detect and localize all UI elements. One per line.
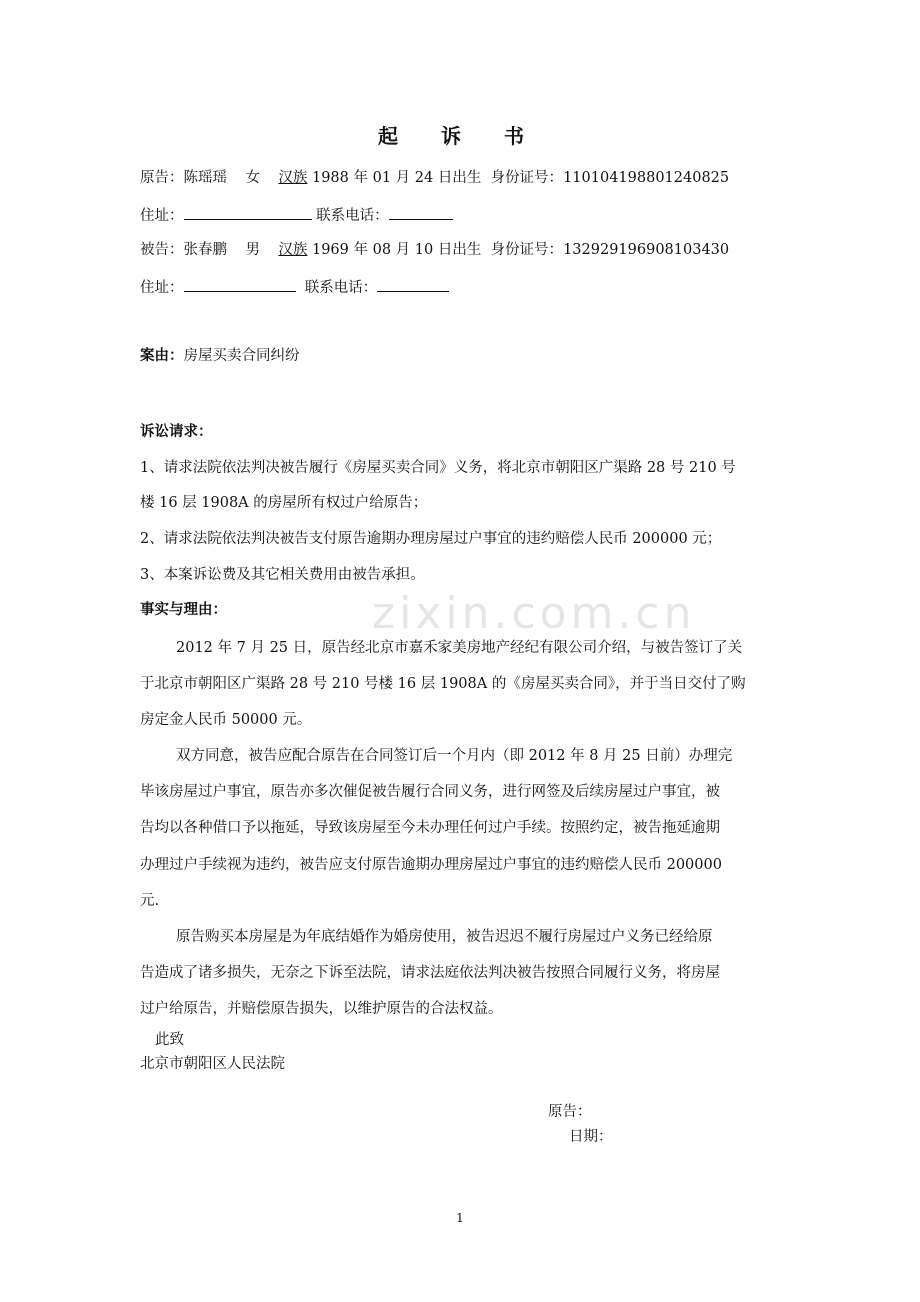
defendant-id-number: 132929196908103430 bbox=[563, 242, 730, 258]
defendant-address-blank bbox=[184, 279, 296, 292]
facts-p2-line-1: 双方同意，被告应配合原告在合同签订后一个月内（即 2012 年 8 月 25 日前）办理完 bbox=[176, 748, 733, 764]
defendant-phone-blank bbox=[377, 279, 449, 292]
facts-p1-line-2: 于北京市朝阳区广渠路 28 号 210 号楼 16 层 1908A 的《房屋买卖合同》，并于当日交付了购 bbox=[140, 676, 746, 692]
defendant-address-label: 住址： bbox=[140, 280, 184, 296]
facts-p2-line-3: 告均以各种借口予以拖延，导致该房屋至今未办理任何过户手续。按照约定，被告拖延逾期 bbox=[140, 820, 720, 836]
signature-label: 原告： bbox=[548, 1104, 592, 1120]
defendant-name: 张春鹏 bbox=[183, 242, 227, 258]
facts-p1-line-1: 2012 年 7 月 25 日，原告经北京市嘉禾家美房地产经纪有限公司介绍，与被告签订了关 bbox=[176, 640, 743, 656]
claim-item-3: 3、本案诉讼费及其它相关费用由被告承担。 bbox=[140, 567, 425, 583]
facts-p2-line-5: 元. bbox=[140, 893, 160, 909]
defendant-birth: 1969 年 08 月 10 日出生 bbox=[311, 242, 482, 258]
plaintiff-line bbox=[140, 171, 729, 186]
facts-heading: 事实与理由： bbox=[140, 602, 227, 618]
defendant-phone-label: 联系电话： bbox=[304, 280, 378, 296]
facts-p2-line-4: 办理过户手续视为违约，被告应支付原告逾期办理房屋过户事宜的违约赔偿人民币 200000 bbox=[140, 857, 722, 873]
facts-p3-line-1: 原告购买本房屋是为年底结婚作为婚房使用，被告迟迟不履行房屋过户义务已经给原 bbox=[176, 929, 713, 945]
defendant-address-line bbox=[140, 279, 449, 296]
case-line bbox=[140, 349, 300, 364]
plaintiff-phone-label: 联系电话： bbox=[316, 208, 389, 224]
defendant-id-label: 身份证号： bbox=[490, 242, 564, 258]
facts-p2-line-2: 毕该房屋过户事宜，原告亦多次催促被告履行合同义务，进行网签及后续房屋过户事宜，被 bbox=[140, 784, 720, 800]
facts-p1-line-3: 房定金人民币 50000 元。 bbox=[140, 712, 312, 728]
plaintiff-ethnicity: 汉族 bbox=[278, 170, 308, 186]
claim-item-1-line-1: 1、请求法院依法判决被告履行《房屋买卖合同》义务，将北京市朝阳区广渠路 28 号 210 号 bbox=[140, 460, 736, 476]
plaintiff-address-blank bbox=[184, 207, 312, 220]
defendant-sex: 男 bbox=[245, 242, 260, 258]
case-value: 房屋买卖合同纠纷 bbox=[183, 348, 300, 364]
page-number: 1 bbox=[456, 1211, 464, 1225]
court-name: 北京市朝阳区人民法院 bbox=[140, 1056, 285, 1072]
claims-heading: 诉讼请求： bbox=[140, 424, 213, 440]
date-label: 日期： bbox=[569, 1129, 613, 1145]
plaintiff-birth: 1988 年 01 月 24 日出生 bbox=[311, 170, 482, 186]
salutation: 此致 bbox=[155, 1032, 184, 1048]
document-title: 起 诉 书 bbox=[378, 124, 542, 148]
facts-p3-line-2: 告造成了诸多损失，无奈之下诉至法院，请求法庭依法判决被告按照合同履行义务，将房屋 bbox=[140, 965, 720, 981]
facts-p3-line-3: 过户给原告，并赔偿原告损失，以维护原告的合法权益。 bbox=[140, 1001, 503, 1017]
plaintiff-sex: 女 bbox=[245, 170, 260, 186]
defendant-label: 被告： bbox=[140, 242, 184, 258]
plaintiff-address-label: 住址： bbox=[140, 208, 184, 224]
claim-item-2: 2、请求法院依法判决被告支付原告逾期办理房屋过户事宜的违约赔偿人民币 200000 元； bbox=[140, 531, 722, 547]
claim-item-1-line-2: 楼 16 层 1908A 的房屋所有权过户给原告； bbox=[140, 495, 428, 511]
plaintiff-id-label: 身份证号： bbox=[490, 170, 564, 186]
plaintiff-id-number: 110104198801240825 bbox=[563, 170, 730, 186]
plaintiff-address-line bbox=[140, 207, 453, 224]
defendant-ethnicity: 汉族 bbox=[278, 242, 308, 258]
watermark-text: zixin.com.cn bbox=[372, 588, 696, 639]
plaintiff-name: 陈瑶瑶 bbox=[183, 170, 227, 186]
plaintiff-phone-blank bbox=[389, 207, 453, 220]
case-label: 案由： bbox=[140, 348, 184, 364]
defendant-line bbox=[140, 243, 729, 258]
plaintiff-label: 原告： bbox=[140, 170, 184, 186]
